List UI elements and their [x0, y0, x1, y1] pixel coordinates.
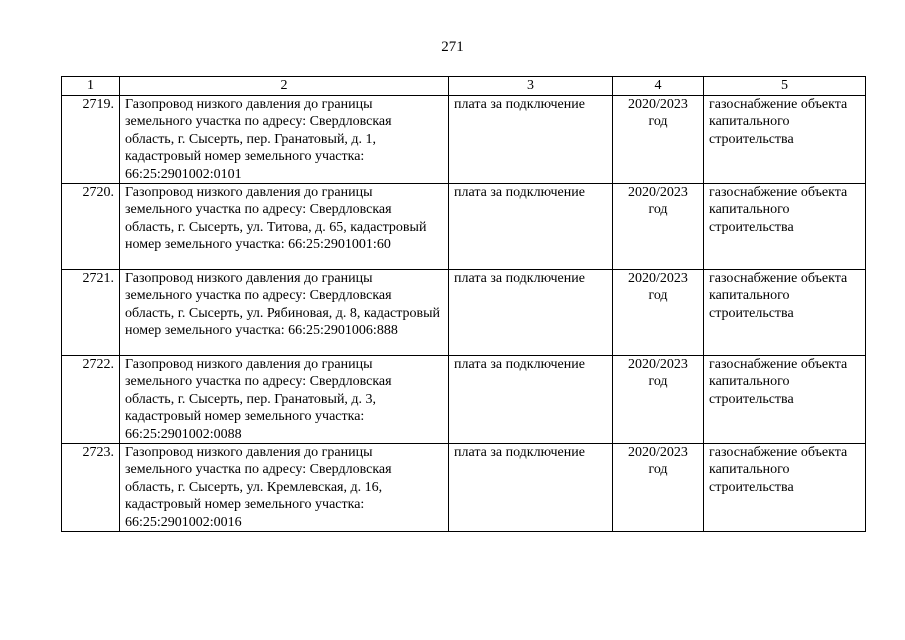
- table-row: [62, 184, 866, 270]
- implementation-period: 2020/2023 год: [613, 96, 704, 184]
- page-number: 271: [441, 39, 464, 55]
- header-col-5: 5: [704, 77, 866, 96]
- table-row: [62, 96, 866, 184]
- header-row: [62, 77, 866, 96]
- purpose: газоснабжение объекта капитального строительства: [704, 444, 866, 532]
- purpose: газоснабжение объекта капитального строительства: [704, 184, 866, 270]
- funding-source: плата за подключение: [449, 96, 613, 184]
- object-description: Газопровод низкого давления до границы земельного участка по адресу: Свердловская область, г. Сысерть, пер. Гранатовый, д. 1, кадастровый номер земельного участка: 66:25:2901002:0101: [120, 96, 449, 184]
- header-col-2: 2: [120, 77, 449, 96]
- table-row: [62, 356, 866, 444]
- table-row: [62, 270, 866, 356]
- header-col-3: 3: [449, 77, 613, 96]
- funding-source: плата за подключение: [449, 270, 613, 356]
- purpose: газоснабжение объекта капитального строительства: [704, 96, 866, 184]
- implementation-period: 2020/2023 год: [613, 356, 704, 444]
- object-description: Газопровод низкого давления до границы земельного участка по адресу: Свердловская область, г. Сысерть, ул. Рябиновая, д. 8, кадастровый номер земельного участка: 66:25:2901006:888: [120, 270, 449, 356]
- row-number: 2722.: [62, 356, 120, 444]
- funding-source: плата за подключение: [449, 356, 613, 444]
- implementation-period: 2020/2023 год: [613, 444, 704, 532]
- purpose: газоснабжение объекта капитального строительства: [704, 356, 866, 444]
- row-number: 2719.: [62, 96, 120, 184]
- row-number: 2721.: [62, 270, 120, 356]
- object-description: Газопровод низкого давления до границы земельного участка по адресу: Свердловская область, г. Сысерть, пер. Гранатовый, д. 3, кадастровый номер земельного участка: 66:25:2901002:0088: [120, 356, 449, 444]
- header-col-1: 1: [62, 77, 120, 96]
- funding-source: плата за подключение: [449, 444, 613, 532]
- implementation-period: 2020/2023 год: [613, 270, 704, 356]
- implementation-period: 2020/2023 год: [613, 184, 704, 270]
- row-number: 2720.: [62, 184, 120, 270]
- purpose: газоснабжение объекта капитального строительства: [704, 270, 866, 356]
- investment-table: [61, 76, 866, 532]
- object-description: Газопровод низкого давления до границы земельного участка по адресу: Свердловская область, г. Сысерть, ул. Кремлевская, д. 16, кадастровый номер земельного участка: 66:25:2901002:0016: [120, 444, 449, 532]
- funding-source: плата за подключение: [449, 184, 613, 270]
- header-col-4: 4: [613, 77, 704, 96]
- table-header: [62, 77, 866, 96]
- row-number: 2723.: [62, 444, 120, 532]
- object-description: Газопровод низкого давления до границы земельного участка по адресу: Свердловская область, г. Сысерть, ул. Титова, д. 65, кадастровый номер земельного участка: 66:25:2901001:60: [120, 184, 449, 270]
- table-row: [62, 444, 866, 532]
- table-body: [62, 96, 866, 532]
